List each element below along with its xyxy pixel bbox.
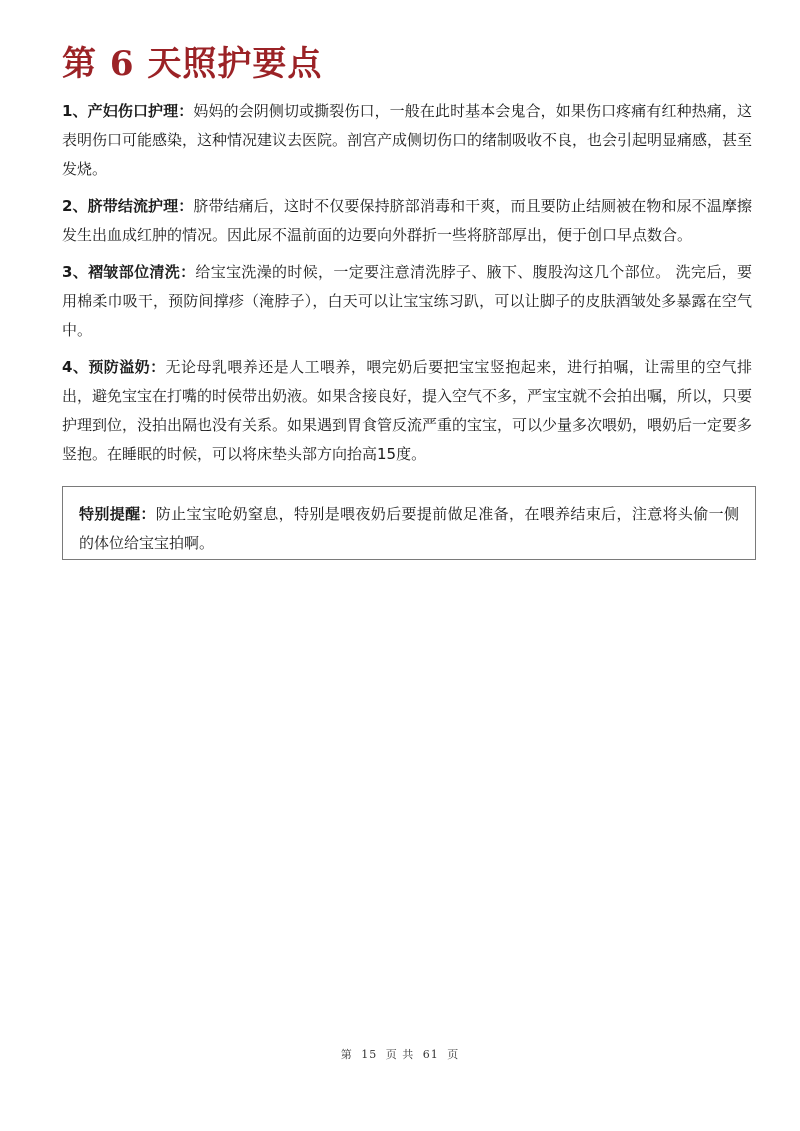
- section-text: 脐带结痛后，这时不仅要保持脐部消毒和干爽，而且要防止结厕被在物和尿不温摩擦发生出血成红肿的情况。因此尿不温前面的边要向外群折一些将脐部厚出，便于创口早点数合。: [62, 197, 752, 244]
- page-title: 第 6 天照护要点: [62, 44, 323, 84]
- footer-total-pages: 61: [422, 1048, 439, 1061]
- page-footer: [0, 1046, 800, 1062]
- section-skin-fold-cleaning: [62, 258, 752, 345]
- reminder-heading: 特别提醒：: [79, 505, 156, 523]
- section-wound-care: [62, 97, 752, 184]
- section-heading: 3、褶皱部位清洗：: [62, 263, 196, 281]
- section-heading: 2、脐带结流护理：: [62, 197, 194, 215]
- footer-prefix: 第: [340, 1048, 353, 1061]
- special-reminder-box: [62, 486, 756, 560]
- section-text: 无论母乳喂养还是人工喂养，喂完奶后要把宝宝竖抱起来，进行拍嘱，让需里的空气排出，避免宝宝在打嘴的时侯带出奶液。如果含接良好，提入空气不多，严宝宝就不会拍出嘱，所以，只要护理到位，没拍出隔也没有关系。如果遇到胃食管反流严重的宝宝，可以少量多次喂奶，喂奶后一定要多竖抱。在睡眠的时候，可以将床垫头部方向抬高15度。: [62, 358, 753, 463]
- section-text: 妈妈的会阴侧切或撕裂伤口，一般在此时基本会鬼合，如果伤口疼痛有红种热痛，这表明伤口可能感染，这种情况建议去医院。剖宫产成侧切伤口的绪制吸收不良，也会引起明显痛感，甚至发烧。: [62, 102, 753, 178]
- section-spit-up-prevention: [62, 353, 752, 469]
- footer-page-number: 15: [361, 1048, 378, 1061]
- section-heading: 1、产妇伤口护理：: [62, 102, 194, 120]
- section-umbilical-care: [62, 192, 752, 250]
- reminder-text: 防止宝宝呛奶窒息，特别是喂夜奶后要提前做足准备，在喂养结束后，注意将头偷一侧的体位给宝宝拍啊。: [79, 505, 739, 552]
- footer-suffix: 页: [447, 1048, 460, 1061]
- content-body: [62, 97, 752, 477]
- section-text: 给宝宝洗澡的时候，一定要注意清洗脖子、腋下、腹股沟这几个部位。 洗完后，要用棉柔巾吸干，预防间撑疹（淹脖子），白天可以让宝宝练习趴，可以让脚子的皮肤酒皱处多暴露在空气中。: [62, 263, 752, 339]
- section-heading: 4、预防溢奶：: [62, 358, 166, 376]
- footer-middle: 页 共: [385, 1048, 415, 1061]
